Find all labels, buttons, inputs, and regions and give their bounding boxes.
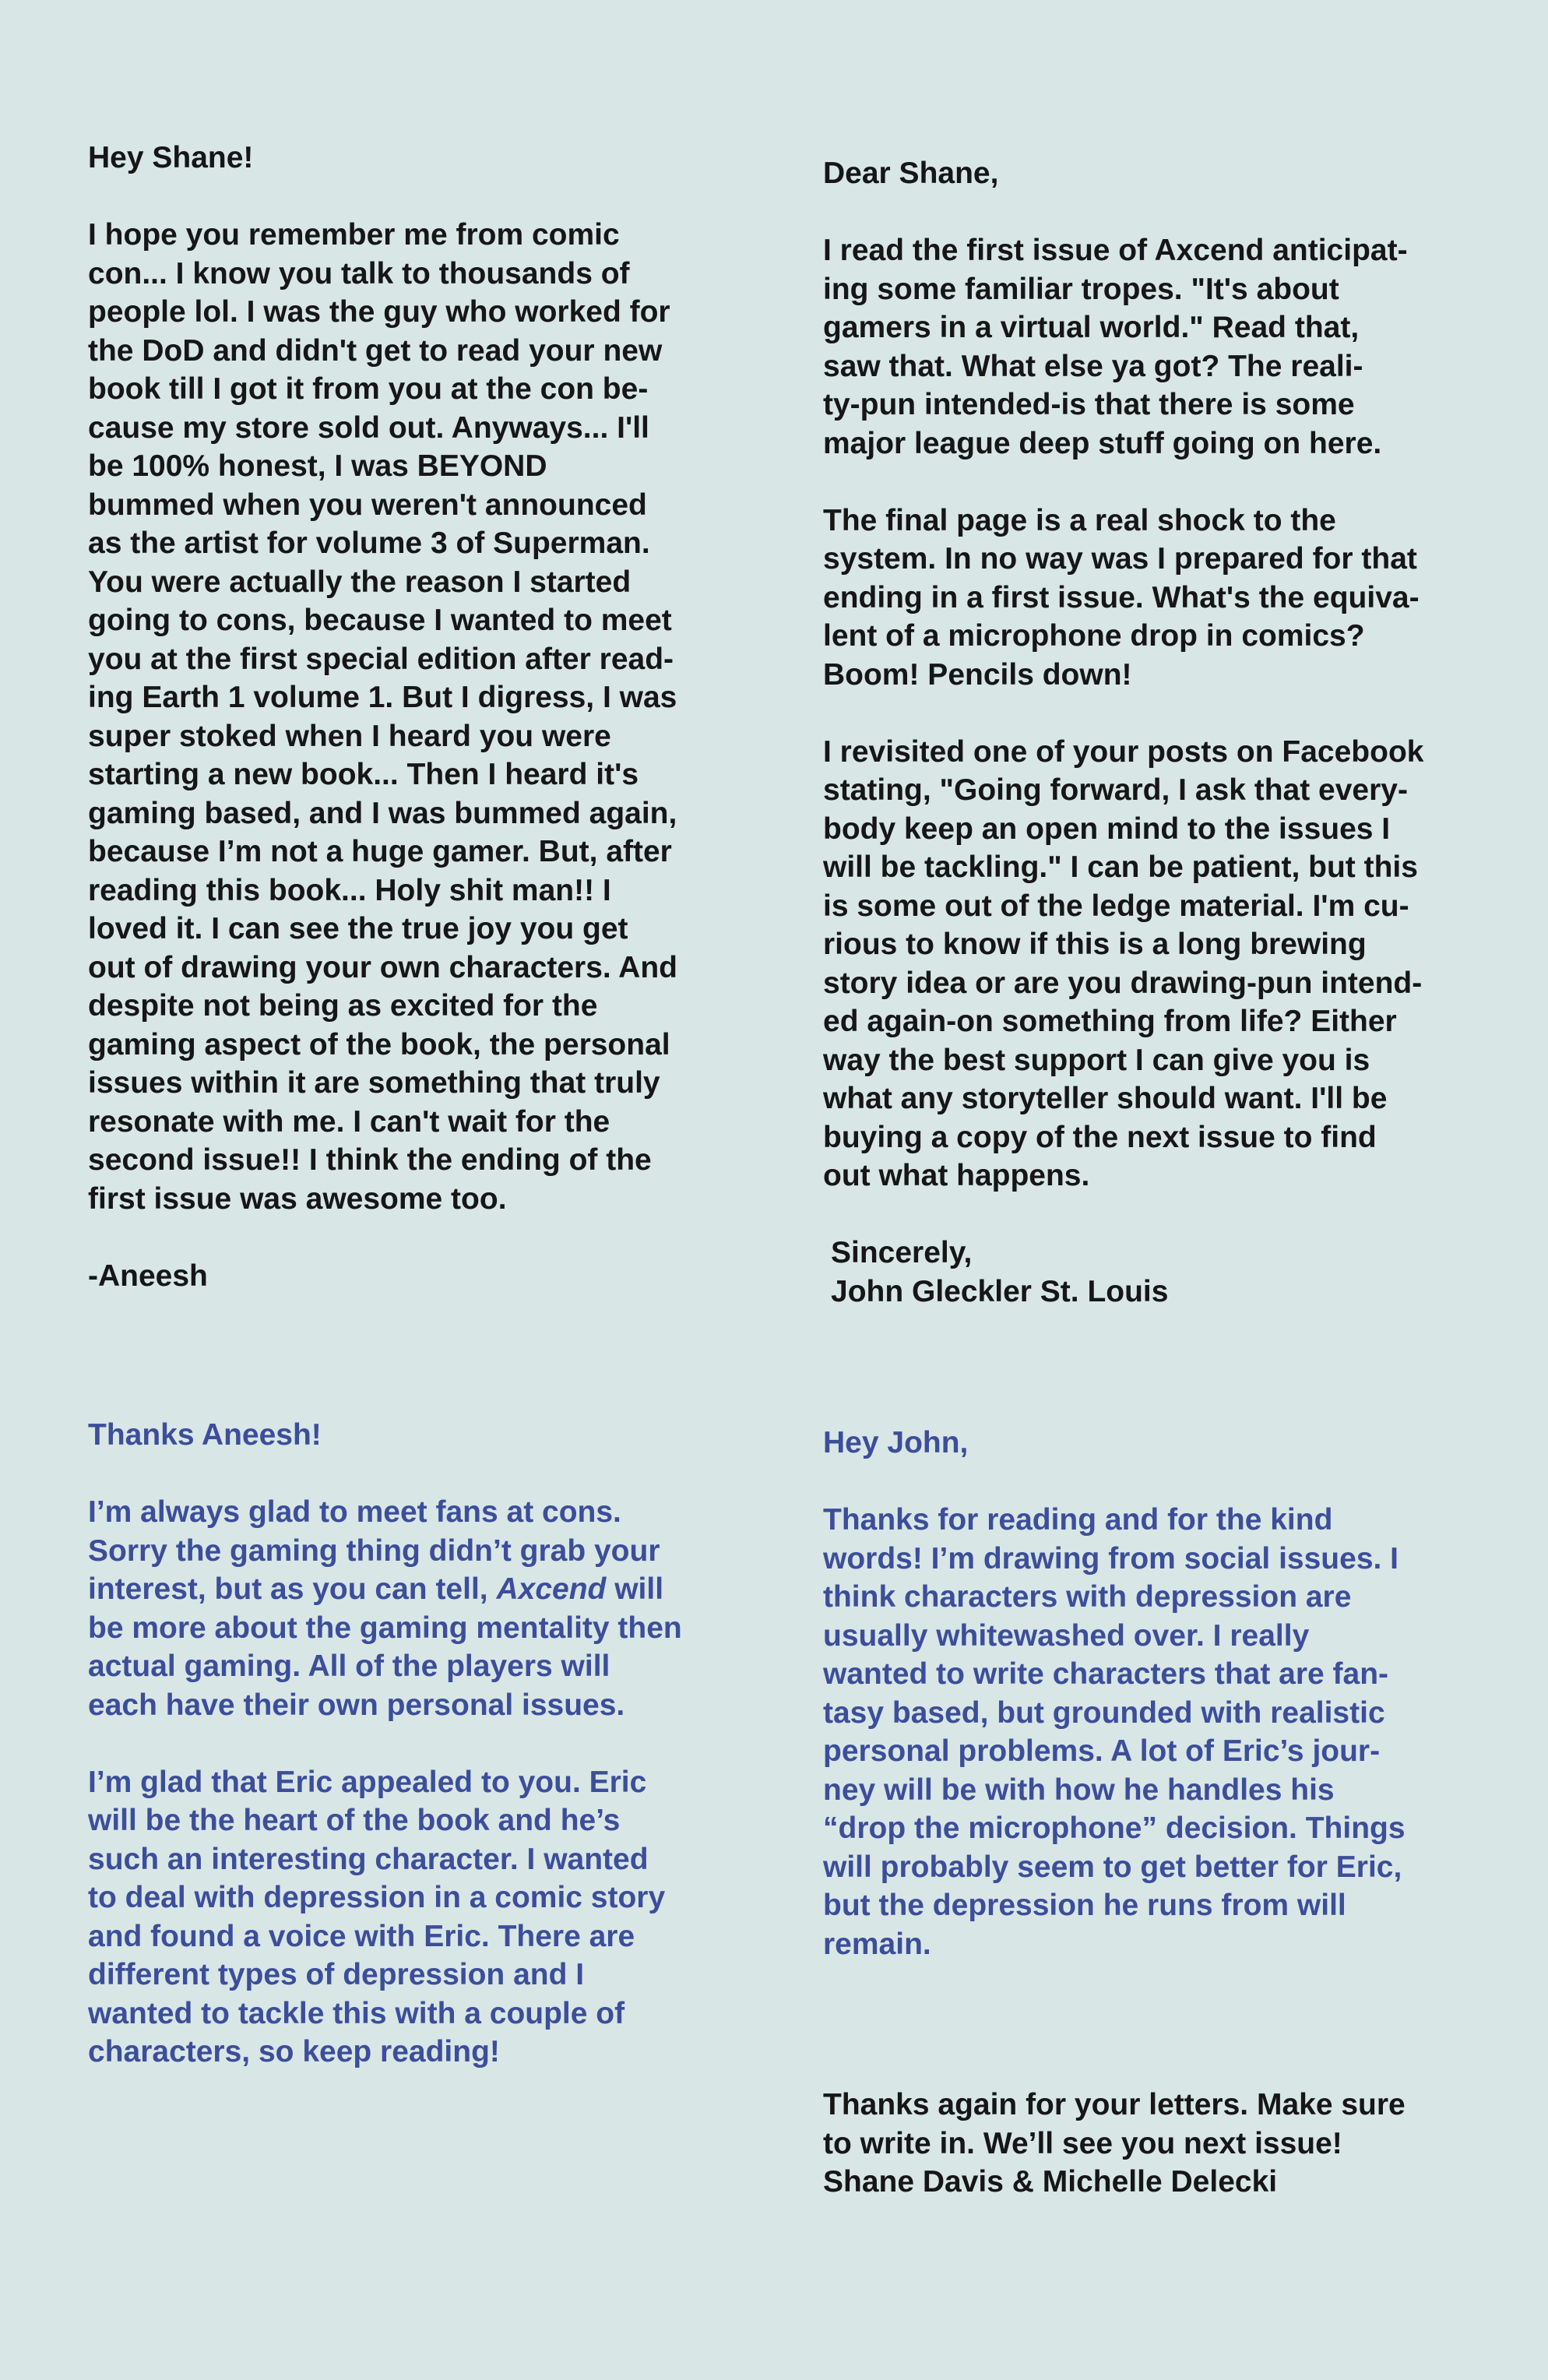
reply-paragraph: I’m glad that Eric appealed to you. Eric will be the heart of the book and he’s such an interesting character. I wanted to deal with depression in a comic story and found a voice with Eric. There are different types of depression and I wanted to tackle this with a couple of characters, so keep reading! xyxy=(88,1765,666,2068)
letter-signature: -Aneesh xyxy=(88,1259,208,1293)
letter-paragraph: I revisited one of your posts on Facebook stating, "Going forward, I ask that every- body keep an open mind to the issues I will be tackling." I can be patient, but this is some out of the ledge material. I'm cu- rious to know if this is a long brewing story idea or are you drawing-pun intend- ed again-on something from life? Either way the best support I can give you is what any storyteller should want. I'll be buying a copy of the next issue to find out what happens. xyxy=(823,734,1424,1192)
letter-from-aneesh xyxy=(88,139,742,1295)
letter-paragraph: The final page is a real shock to the system. In no way was I prepared for that ending in a first issue. What's the equiva- lent of a microphone drop in comics? Boom! Pencils down! xyxy=(823,503,1420,692)
reply-to-aneesh xyxy=(88,1416,742,2072)
reply-to-john xyxy=(823,1424,1501,1963)
letter-paragraph: I read the first issue of Axcend anticipat- ing some familiar tropes. "It's about gamers in a virtual world." Read that, saw that. What else ya got? The reali- ty-pun intended-is that there is some major league deep stuff going on here. xyxy=(823,234,1408,460)
reply-paragraph xyxy=(88,1493,742,1724)
reply-text: I’m always glad to meet fans at cons. Sorry the gaming thing didn’t grab your interest, but as you can tell, xyxy=(88,1495,660,1606)
book-title: Axcend xyxy=(496,1572,607,1606)
reply-text: will be more about the gaming mentality then actual gaming. All of the players will each have their own personal issues. xyxy=(88,1572,682,1722)
letter-from-john xyxy=(823,154,1501,1311)
closing-text: Thanks again for your letters. Make sure to write in. We’ll see you next issue! xyxy=(823,2088,1406,2160)
letter-sign-off: Sincerely, xyxy=(831,1236,973,1269)
letter-greeting: Hey Shane! xyxy=(88,141,254,174)
reply-greeting: Hey John, xyxy=(823,1426,969,1459)
reply-greeting: Thanks Aneesh! xyxy=(88,1418,322,1452)
letter-body: I hope you remember me from comic con... I know you talk to thousands of people lol. I was the guy who worked for the DoD and didn't get to read your new book till I got it from you at the con be- cause my store sold out. Anyways... I'll be 100% honest, I was BEYOND bummed when you weren't announced as the artist for volume 3 of Superman. You were actually the reason I started going to cons, because I wanted to meet you at the first special edition after read- ing Earth 1 volume 1. But I digress, I was super stoked when I heard you were starting a new book... Then I heard it's gaming based, and I was bummed again, because I’m not a huge gamer. But, after reading this book... Holy shit man!! I loved it. I can see the true joy you get out of drawing your own characters. And despite not being as excited for the gaming aspect of the book, the personal issues within it are something that truly resonate with me. I can't wait for the second issue!! I think the ending of the first issue was awesome too. xyxy=(88,218,677,1216)
letter-signature: John Gleckler St. Louis xyxy=(831,1274,1169,1308)
closing-signature: Shane Davis & Michelle Delecki xyxy=(823,2165,1278,2199)
closing-note xyxy=(823,2086,1501,2202)
letter-greeting: Dear Shane, xyxy=(823,157,999,190)
reply-paragraph: Thanks for reading and for the kind words! I’m drawing from social issues. I think characters with depression are usually whitewashed over. I really wanted to write characters that are fan- tasy based, but grounded with realistic personal problems. A lot of Eric’s jour- ney will be with how he handles his “drop the microphone” decision. Things will probably seem to get better for Eric, but the depression he runs from will remain. xyxy=(823,1503,1406,1961)
